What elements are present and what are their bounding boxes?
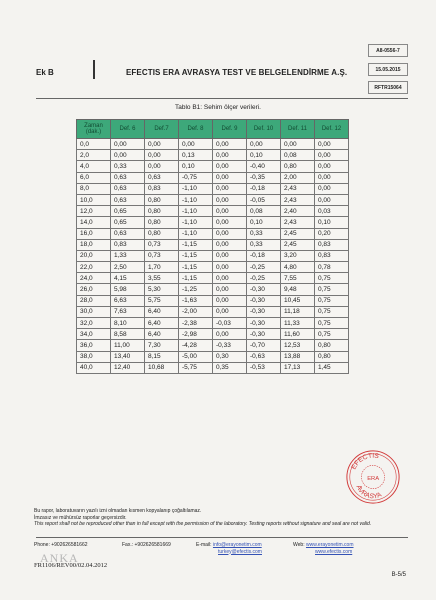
deflection-cell: 7,63 (111, 306, 145, 317)
deflection-cell: 0,83 (315, 250, 349, 261)
company-seal-stamp (344, 448, 402, 506)
deflection-cell: 0,00 (111, 150, 145, 161)
time-cell: 10,0 (77, 194, 111, 205)
deflection-cell: 0,80 (315, 351, 349, 362)
deflection-cell: 0,63 (111, 228, 145, 239)
table-row (77, 150, 349, 161)
deflection-cell: 0,63 (145, 172, 179, 183)
email-link-info[interactable]: info@erayonetim.com (212, 542, 262, 548)
deflection-cell: -1,25 (179, 284, 213, 295)
deflection-cell: 0,00 (247, 139, 281, 150)
deflection-cell: 8,58 (111, 329, 145, 340)
note-english: This report shall not be reproduced other than in full except with the permission of the laboratory. Testing reports without signature and seal are not valid. (34, 521, 372, 528)
column-header: Zaman (dak.) (77, 120, 111, 139)
deflection-cell: 0,75 (315, 306, 349, 317)
footer-web (293, 542, 354, 555)
deflection-cell: 0,00 (213, 306, 247, 317)
deflection-cell: 11,18 (281, 306, 315, 317)
deflection-cell: 0,00 (315, 194, 349, 205)
svg-text:ERA: ERA (367, 475, 380, 482)
header-rule (36, 98, 408, 99)
deflection-cell: 0,00 (315, 150, 349, 161)
table-caption: Tablo B1: Sehim ölçer verileri. (175, 104, 261, 111)
table-row (77, 284, 349, 295)
deflection-cell: -0,30 (247, 329, 281, 340)
deflection-cell: -0,30 (247, 306, 281, 317)
deflection-cell: 7,55 (281, 273, 315, 284)
deflection-cell: -0,40 (247, 161, 281, 172)
deflection-cell: 0,00 (145, 139, 179, 150)
time-cell: 6,0 (77, 172, 111, 183)
table-row (77, 161, 349, 172)
deflection-cell: 0,00 (213, 206, 247, 217)
deflection-cell: 13,40 (111, 351, 145, 362)
note-copy-restriction: Bu rapor, laboratuvarın yazılı izni olmadan kısmen kopyalanıp çoğaltılamaz. (34, 508, 202, 514)
form-code: FR1106/REV00/02.04.2012 (34, 562, 108, 569)
report-date: 15.05.2015 (368, 63, 408, 76)
deflection-cell: 0,00 (213, 295, 247, 306)
deflection-cell: 6,63 (111, 295, 145, 306)
deflection-cell: -0,18 (247, 183, 281, 194)
deflection-cell: 2,45 (281, 239, 315, 250)
time-cell: 26,0 (77, 284, 111, 295)
annex-label: Ek B (36, 68, 54, 77)
legal-notes (34, 508, 414, 528)
deflection-cell: 0,75 (315, 295, 349, 306)
deflection-cell: -5,00 (179, 351, 213, 362)
deflection-cell: -0,25 (247, 262, 281, 273)
deflection-cell: 0,65 (111, 206, 145, 217)
deflection-cell: 0,33 (111, 161, 145, 172)
deflection-cell: 0,80 (145, 194, 179, 205)
deflection-cell: 0,00 (213, 217, 247, 228)
deflection-cell: 9,48 (281, 284, 315, 295)
time-cell: 20,0 (77, 250, 111, 261)
deflection-cell: 0,00 (213, 262, 247, 273)
deflection-cell: 0,00 (179, 139, 213, 150)
deflection-cell: -0,35 (247, 172, 281, 183)
deflection-cell: 0,63 (111, 172, 145, 183)
deflection-cell: 0,75 (315, 273, 349, 284)
deflection-cell: 1,45 (315, 362, 349, 373)
time-cell: 32,0 (77, 318, 111, 329)
table-row (77, 206, 349, 217)
deflection-cell: 12,40 (111, 362, 145, 373)
deflection-cell: 0,33 (247, 228, 281, 239)
svg-text:AVRASYA: AVRASYA (354, 484, 383, 501)
deflection-cell: 2,45 (281, 228, 315, 239)
deflection-cell: 8,10 (111, 318, 145, 329)
deflection-cell: -0,05 (247, 194, 281, 205)
deflection-cell: -0,70 (247, 340, 281, 351)
time-cell: 38,0 (77, 351, 111, 362)
web-link-efectis[interactable]: www.efectis.com (315, 548, 353, 555)
deflection-cell: -0,25 (247, 273, 281, 284)
deflection-cell: 0,00 (213, 183, 247, 194)
footer-email (196, 542, 262, 555)
deflection-cell: 0,30 (213, 351, 247, 362)
deflection-cell: 11,33 (281, 318, 315, 329)
company-name: EFECTIS ERA AVRASYA TEST VE BELGELENDİRME A.Ş. (126, 68, 348, 77)
time-cell: 0,0 (77, 139, 111, 150)
report-number: RFTR15064 (368, 81, 408, 94)
time-cell: 18,0 (77, 239, 111, 250)
deflection-cell: 0,80 (281, 161, 315, 172)
footer-phone: Phone: +902626581662 (34, 542, 88, 548)
deflection-cell: 0,73 (145, 250, 179, 261)
table-row (77, 239, 349, 250)
reference-code: A8-0556-7 (368, 44, 408, 57)
time-cell: 16,0 (77, 228, 111, 239)
deflection-cell: -0,30 (247, 284, 281, 295)
deflection-cell: 0,00 (213, 139, 247, 150)
footer-fax: Fax.: +902626581669 (122, 542, 171, 548)
deflection-cell: 2,43 (281, 183, 315, 194)
table-row (77, 329, 349, 340)
anka-watermark: ANKA (40, 551, 79, 565)
deflection-cell: 11,60 (281, 329, 315, 340)
deflection-cell: 7,30 (145, 340, 179, 351)
deflection-cell: -0,75 (179, 172, 213, 183)
deflection-cell: 10,68 (145, 362, 179, 373)
deflection-cell: 0,83 (111, 239, 145, 250)
deflection-cell: -1,15 (179, 250, 213, 261)
column-header: Def. 9 (213, 120, 247, 139)
deflection-cell: -5,75 (179, 362, 213, 373)
table-row (77, 139, 349, 150)
deflection-cell: -2,98 (179, 329, 213, 340)
deflection-cell: 0,00 (213, 239, 247, 250)
deflection-cell: -1,10 (179, 217, 213, 228)
column-header: Def. 10 (247, 120, 281, 139)
deflection-cell: -1,15 (179, 239, 213, 250)
table-body (77, 139, 349, 374)
deflection-cell: 0,65 (111, 217, 145, 228)
deflection-cell: -2,00 (179, 306, 213, 317)
deflection-cell: 0,00 (281, 139, 315, 150)
deflection-cell: 0,00 (213, 161, 247, 172)
table-header-row (77, 120, 349, 139)
table-row (77, 228, 349, 239)
column-header: Def. 6 (111, 120, 145, 139)
deflection-cell: 0,00 (315, 161, 349, 172)
svg-text:EFECTIS: EFECTIS (350, 452, 380, 471)
deflection-cell: 6,40 (145, 318, 179, 329)
deflection-cell: 3,55 (145, 273, 179, 284)
deflection-cell: 5,98 (111, 284, 145, 295)
deflection-cell: 0,03 (315, 206, 349, 217)
deflection-cell: 0,00 (213, 228, 247, 239)
table-row (77, 250, 349, 261)
deflection-cell: -1,10 (179, 228, 213, 239)
deflection-cell: 0,10 (247, 217, 281, 228)
deflection-table (76, 119, 349, 374)
deflection-cell: 0,75 (315, 318, 349, 329)
deflection-cell: -0,30 (247, 295, 281, 306)
deflection-cell: 0,80 (145, 228, 179, 239)
time-cell: 8,0 (77, 183, 111, 194)
deflection-cell: 0,00 (213, 284, 247, 295)
deflection-cell: 1,33 (111, 250, 145, 261)
deflection-cell: 0,75 (315, 284, 349, 295)
email-label: E-mail: (196, 542, 212, 548)
deflection-cell: 0,10 (315, 217, 349, 228)
deflection-cell: 0,33 (247, 239, 281, 250)
table-row (77, 340, 349, 351)
deflection-cell: 0,00 (315, 172, 349, 183)
time-cell: 24,0 (77, 273, 111, 284)
time-cell: 30,0 (77, 306, 111, 317)
table-row (77, 183, 349, 194)
deflection-cell: 12,53 (281, 340, 315, 351)
deflection-cell: 0,00 (145, 150, 179, 161)
column-header: Def. 8 (179, 120, 213, 139)
deflection-cell: 0,80 (145, 217, 179, 228)
deflection-cell: -0,03 (213, 318, 247, 329)
deflection-cell: 0,08 (281, 150, 315, 161)
deflection-cell: 17,13 (281, 362, 315, 373)
deflection-cell: 2,43 (281, 194, 315, 205)
deflection-cell: 1,70 (145, 262, 179, 273)
deflection-cell: 0,80 (315, 340, 349, 351)
deflection-cell: -1,10 (179, 183, 213, 194)
deflection-cell: 0,00 (315, 139, 349, 150)
deflection-cell: 0,10 (179, 161, 213, 172)
deflection-cell: 0,73 (145, 239, 179, 250)
deflection-cell: 0,00 (213, 172, 247, 183)
deflection-cell: 13,88 (281, 351, 315, 362)
web-link-erayonetim[interactable]: www.erayonetim.com (305, 542, 354, 548)
footer-rule (36, 537, 408, 538)
time-cell: 36,0 (77, 340, 111, 351)
deflection-cell: 0,83 (145, 183, 179, 194)
column-header: Def.7 (145, 120, 179, 139)
deflection-cell: 2,43 (281, 217, 315, 228)
table-row (77, 217, 349, 228)
deflection-cell: 4,15 (111, 273, 145, 284)
deflection-cell: 4,80 (281, 262, 315, 273)
table-row (77, 362, 349, 373)
deflection-cell: 10,45 (281, 295, 315, 306)
deflection-cell: 0,83 (315, 239, 349, 250)
time-cell: 40,0 (77, 362, 111, 373)
deflection-cell: 6,40 (145, 329, 179, 340)
deflection-cell: 2,50 (111, 262, 145, 273)
deflection-cell: -1,15 (179, 273, 213, 284)
deflection-cell: -1,15 (179, 262, 213, 273)
deflection-cell: 2,00 (281, 172, 315, 183)
deflection-cell: -0,53 (247, 362, 281, 373)
deflection-cell: 0,00 (145, 161, 179, 172)
deflection-cell: 0,00 (213, 250, 247, 261)
note-signature-validity: İmzasız ve mühürsüz raporlar geçersizdir. (34, 514, 127, 521)
column-header: Def. 11 (281, 120, 315, 139)
header-divider (93, 60, 95, 79)
deflection-cell: 5,30 (145, 284, 179, 295)
time-cell: 12,0 (77, 206, 111, 217)
time-cell: 14,0 (77, 217, 111, 228)
deflection-cell: 0,75 (315, 329, 349, 340)
deflection-cell: -0,33 (213, 340, 247, 351)
table-row (77, 295, 349, 306)
time-cell: 34,0 (77, 329, 111, 340)
deflection-cell: 0,00 (213, 329, 247, 340)
deflection-cell: -1,10 (179, 194, 213, 205)
table-row (77, 194, 349, 205)
deflection-cell: -1,63 (179, 295, 213, 306)
table-row (77, 351, 349, 362)
table-row (77, 306, 349, 317)
table-row (77, 318, 349, 329)
deflection-cell: 3,20 (281, 250, 315, 261)
deflection-cell: -0,63 (247, 351, 281, 362)
deflection-cell: -4,28 (179, 340, 213, 351)
deflection-cell: 0,10 (247, 150, 281, 161)
deflection-cell: 0,20 (315, 228, 349, 239)
time-cell: 2,0 (77, 150, 111, 161)
deflection-cell: 5,75 (145, 295, 179, 306)
deflection-cell: 0,00 (213, 150, 247, 161)
table-row (77, 262, 349, 273)
deflection-cell: 0,63 (111, 194, 145, 205)
time-cell: 4,0 (77, 161, 111, 172)
page-number: B-5/5 (391, 572, 406, 578)
email-link-turkey[interactable]: turkey@efectis.com (218, 548, 262, 555)
table-row (77, 273, 349, 284)
deflection-cell: -0,30 (247, 318, 281, 329)
time-cell: 22,0 (77, 262, 111, 273)
deflection-cell: 0,00 (213, 273, 247, 284)
deflection-cell: 0,00 (315, 183, 349, 194)
deflection-cell: 0,08 (247, 206, 281, 217)
deflection-cell: 0,80 (145, 206, 179, 217)
web-label: Web: (293, 542, 305, 548)
deflection-cell: 0,63 (111, 183, 145, 194)
deflection-cell: 0,00 (111, 139, 145, 150)
deflection-cell: 0,35 (213, 362, 247, 373)
deflection-cell: 0,00 (213, 194, 247, 205)
deflection-cell: -0,18 (247, 250, 281, 261)
deflection-cell: 11,00 (111, 340, 145, 351)
deflection-cell: 2,40 (281, 206, 315, 217)
deflection-cell: 8,15 (145, 351, 179, 362)
deflection-cell: -2,38 (179, 318, 213, 329)
time-cell: 28,0 (77, 295, 111, 306)
deflection-cell: -1,10 (179, 206, 213, 217)
table-row (77, 172, 349, 183)
deflection-cell: 6,40 (145, 306, 179, 317)
deflection-cell: 0,13 (179, 150, 213, 161)
deflection-cell: 0,78 (315, 262, 349, 273)
column-header: Def. 12 (315, 120, 349, 139)
